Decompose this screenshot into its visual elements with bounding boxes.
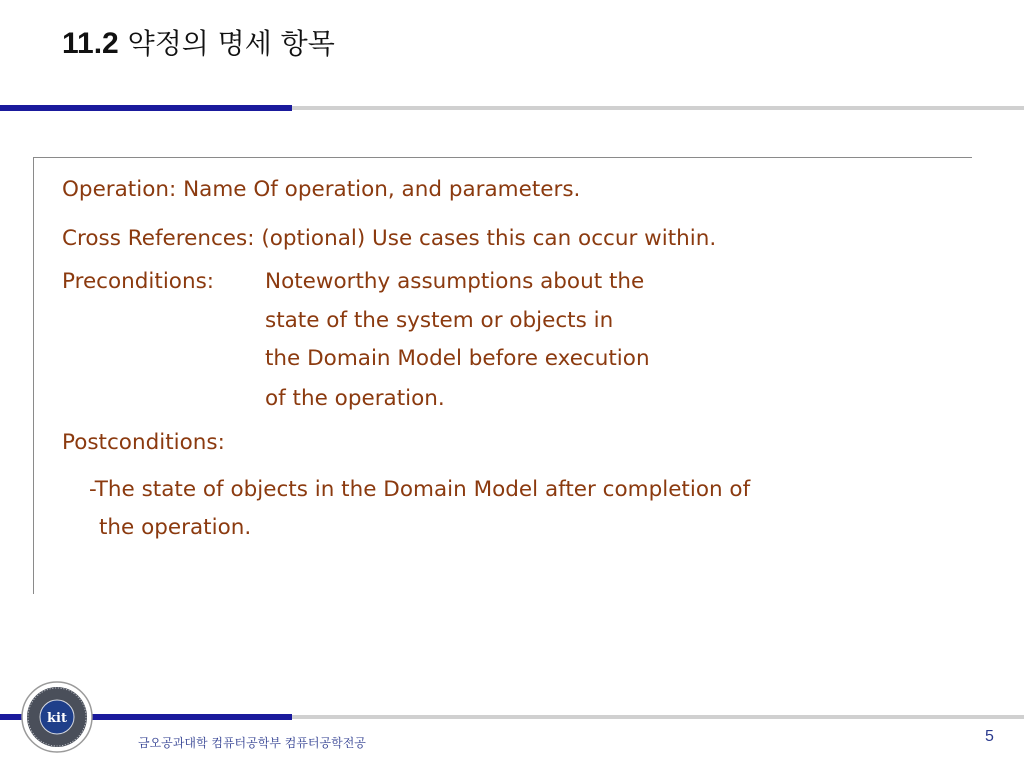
operation-line: Operation: Name Of operation, and parameters.	[62, 177, 581, 202]
title-number: 11.2	[62, 27, 119, 60]
title-text: 약정의 명세 항목	[127, 27, 335, 60]
footer-rule	[292, 715, 1024, 719]
preconditions-label: Preconditions:	[62, 269, 215, 294]
header-rule	[292, 106, 1024, 110]
postconditions-line-1: -The state of objects in the Domain Model after completion of	[89, 477, 751, 502]
cross-references-line: Cross References: (optional) Use cases this can occur within.	[62, 226, 717, 251]
header-rule-accent	[0, 105, 292, 111]
content-frame-top	[33, 157, 972, 158]
preconditions-line-3: the Domain Model before execution	[265, 346, 650, 371]
preconditions-line-2: state of the system or objects in	[265, 308, 614, 333]
page-number: 5	[985, 728, 994, 745]
postconditions-line-2: the operation.	[99, 515, 252, 540]
preconditions-line-4: of the operation.	[265, 386, 445, 411]
slide-title	[62, 22, 335, 62]
footer-institution: 금오공과대학 컴퓨터공학부 컴퓨터공학전공	[138, 736, 366, 750]
logo-text: kit	[47, 711, 67, 726]
preconditions-line-1: Noteworthy assumptions about the	[265, 269, 645, 294]
university-logo	[21, 681, 93, 753]
content-frame-left	[33, 157, 34, 594]
postconditions-label: Postconditions:	[62, 430, 225, 455]
